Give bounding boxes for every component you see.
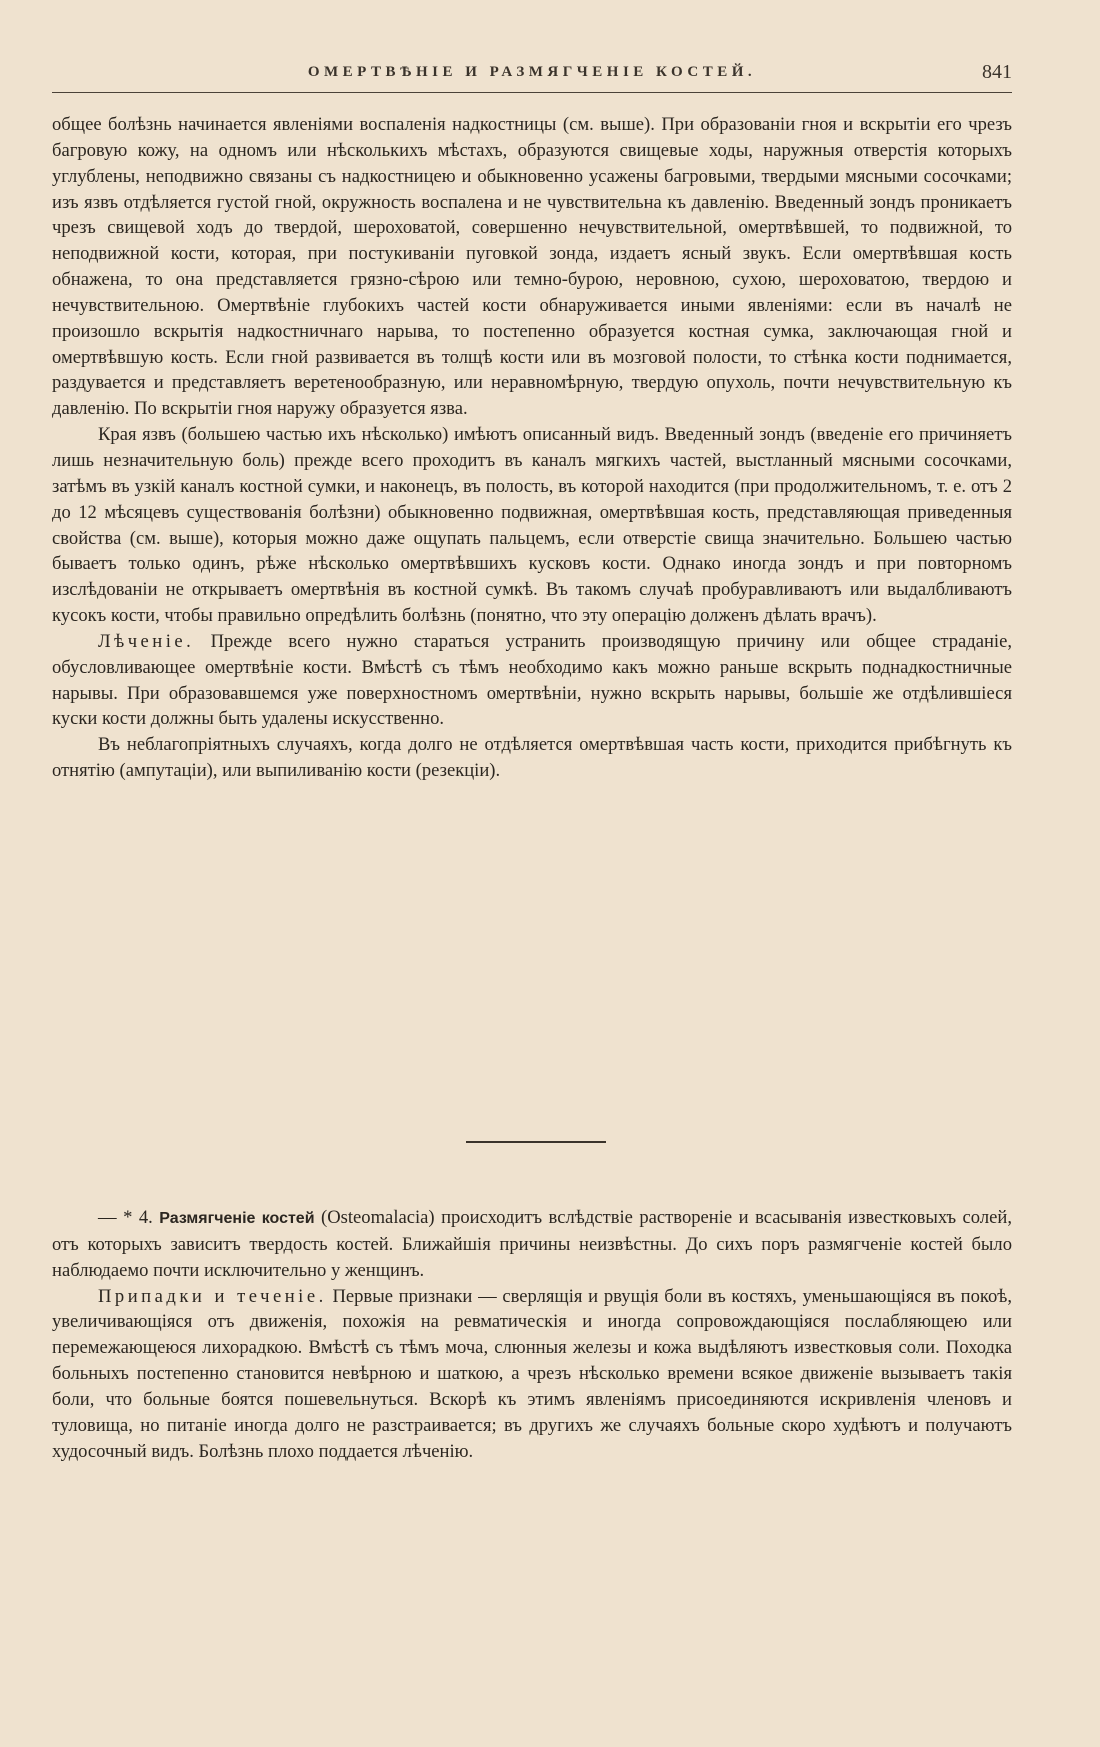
treatment-heading: Лѣченіе.: [98, 630, 195, 652]
treatment-paragraph: [52, 629, 1012, 732]
treatment-text: Прежде всего нужно стараться устранить производящую причину или общее страданіе, обусловливающее омертвѣніе кости. Вмѣстѣ съ тѣмъ необходимо какъ можно раньше вскрыть поднадкостничные нарывы. При образовавшемся уже поверхностномъ омертвѣніи, нужно вскрыть нарывы, большіе же отдѣлившіеся куски кости должны быть удалены искусственно.: [52, 630, 1012, 730]
running-title: ОМЕРТВѢНІЕ И РАЗМЯГЧЕНІЕ КОСТЕЙ.: [307, 64, 757, 80]
symptoms-heading: Припадки и теченіе.: [98, 1285, 327, 1307]
main-text: [52, 112, 1012, 784]
page-header: [52, 61, 1012, 90]
section-marker: * 4.: [123, 1207, 153, 1228]
section-heading: Размягченіе костей: [159, 1210, 315, 1227]
paragraph: общее болѣзнь начинается явленіями воспаленія надкостницы (см. выше). При образованіи гноя и вскрытіи его чрезъ багровую кожу, на одномъ или нѣсколькихъ мѣстахъ, образуются свищевые ходы, наружныя отверстія которыхъ углублены, неподвижно связаны съ надкостницею и обыкновенно усажены багровыми, твердыми мясными сосочками; изъ язвъ отдѣляется густой гной, окружность воспалена и не чувствительна къ давленію. Введенный зондъ проникаетъ чрезъ свищевой ходъ до твердой, шероховатой, совершенно нечувствительной, омертвѣвшей, то подвижной, то неподвижной кости, которая, при постукиваніи пуговкой зонда, издаетъ ясный звукъ. Если омертвѣвшая кость обнажена, то она представляется грязно-сѣрою или темно-бурою, неровною, сухою, шероховатою, твердою и нечувствительною. Омертвѣніе глубокихъ частей кости обнаруживается иными явленіями: если въ началѣ не произошло вскрытія надкостничнаго нарыва, то постепенно образуется костная сумка, заключающая гной и омертвѣвшую кость. Если гной развивается въ толщѣ кости или въ мозговой полости, то стѣнка кости поднимается, раздувается и представляетъ веретенообразную, или неравномѣрную, твердую опухоль, почти нечувствительную къ давленію. По вскрытіи гноя наружу образуется язва.: [52, 114, 1012, 420]
symptoms-text: Первые признаки — сверлящія и рвущія боли въ костяхъ, уменьшающіяся въ покоѣ, увеличивающіяся отъ движенія, похожія на ревматическія и иногда сопровождающіяся послабляющею или перемежающеюся лихорадкою. Вмѣстѣ съ тѣмъ моча, слюнныя железы и кожа выдѣляютъ известковыя соли. Походка больныхъ постепенно становится невѣрною и шаткою, а чрезъ нѣсколько времени всякое движеніе вызываетъ такія боли, что больные боятся пошевельнуться. Вскорѣ къ этимъ явленіямъ присоединяются искривленія членовъ и туловища, но питаніе иногда долго не разстраивается; въ другихъ же случаяхъ больные скоро худѣютъ и получаютъ худосочный видъ. Болѣзнь плохо поддается лѣченію.: [52, 1285, 1013, 1462]
section-intro-text: (Osteomalacia) происходитъ вслѣдствіе раствореніе и всасыванія известковыхъ солей, отъ которыхъ зависитъ твердость костей. Ближайшія причины неизвѣстны. До сихъ поръ размягченіе костей было наблюдаемо почти исключительно у женщинъ.: [52, 1207, 1012, 1281]
section-osteomalacia: [52, 1205, 1012, 1464]
section-intro-paragraph: [52, 1205, 1012, 1284]
paragraph: Въ неблагопріятныхъ случаяхъ, когда долго не отдѣляется омертвѣвшая часть кости, приходится прибѣгнуть къ отнятію (ампутаціи), или выпиливанію кости (резекціи).: [52, 734, 1012, 782]
header-rule: [52, 92, 1012, 93]
section-dash: —: [98, 1207, 117, 1228]
paragraph: Края язвъ (большею частью ихъ нѣсколько) имѣютъ описанный видъ. Введенный зондъ (введеніе его причиняетъ лишь незначительную боль) прежде всего проходитъ въ каналъ мягкихъ частей, выстланный мясными сосочками, затѣмъ въ узкій каналъ костной сумки, и наконецъ, въ полость, въ которой находится (при продолжительномъ, т. е. отъ 2 до 12 мѣсяцевъ существованія болѣзни) обыкновенно подвижная, омертвѣвшая кость, представляющая приведенныя свойства (см. выше), которыя можно даже ощупать пальцемъ, если отверстіе свища значительно. Большею частью бываетъ только одинъ, рѣже нѣсколько омертвѣвшихъ кусковъ кости. Однако иногда зондъ и при повторномъ изслѣдованіи не открываетъ омертвѣнія въ костной сумкѣ. Въ такомъ случаѣ пробуравливаютъ или выдалбливаютъ кусокъ кости, чтобы правильно опредѣлить болѣзнь (понятно, что эту операцію долженъ дѣлать врачъ).: [52, 424, 1012, 627]
symptoms-paragraph: [52, 1284, 1012, 1465]
page-number: 841: [982, 61, 1012, 83]
section-divider: [466, 1141, 606, 1143]
